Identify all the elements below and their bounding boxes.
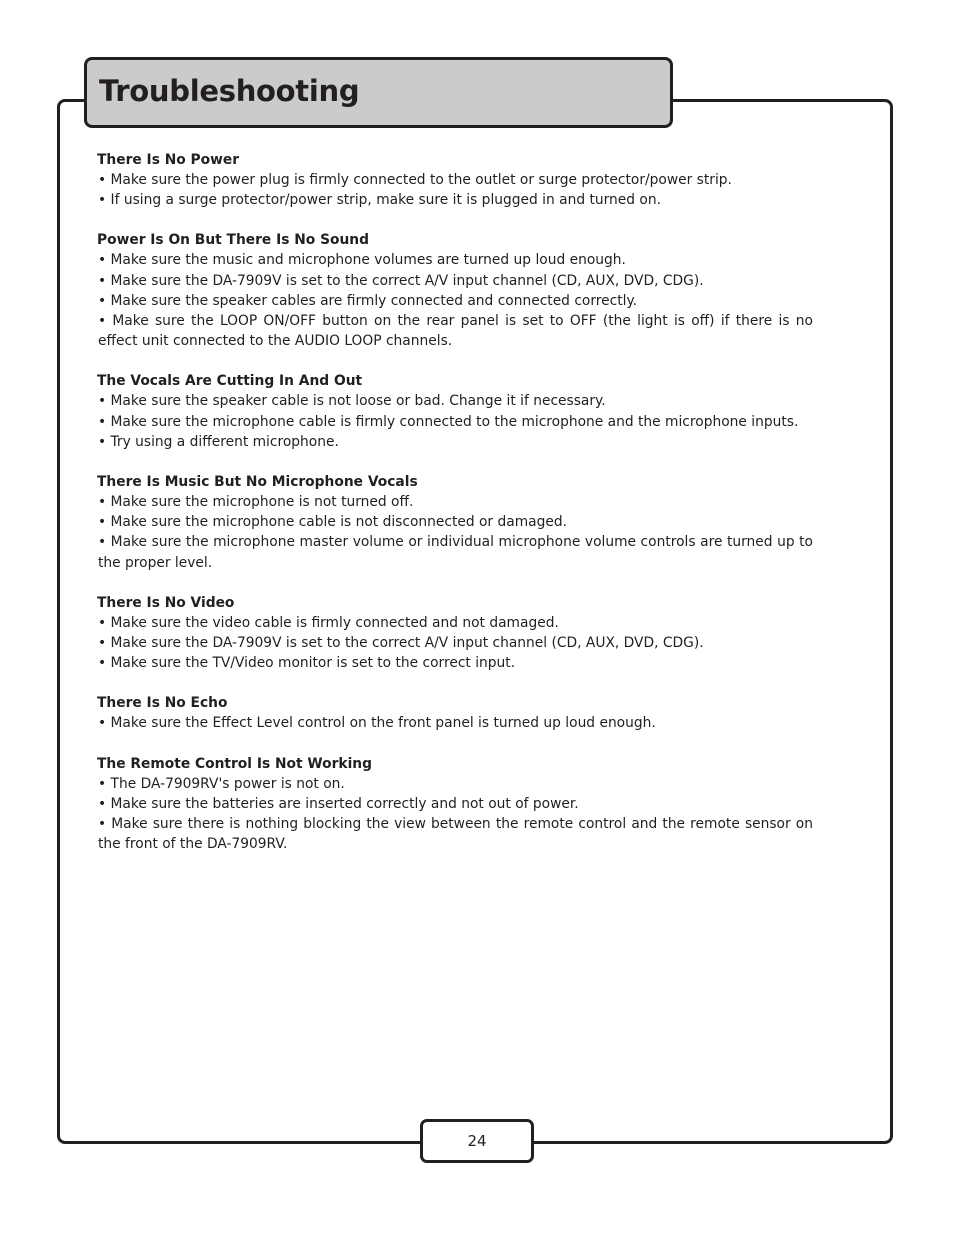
section-no-video bbox=[97, 593, 813, 674]
section-heading: There Is No Echo bbox=[97, 695, 228, 712]
section-no-echo bbox=[97, 693, 813, 733]
section-no-sound bbox=[97, 230, 813, 351]
bullet-item: • Make sure the TV/Video monitor is set to the correct input. bbox=[98, 655, 516, 672]
bullet-item: • Make sure there is nothing blocking the view between the remote control and the remote sensor on the front of the DA-7909RV. bbox=[98, 816, 813, 853]
bullet-item: • Make sure the video cable is firmly connected and not damaged. bbox=[98, 614, 559, 631]
bullet-item: • Make sure the Effect Level control on the front panel is turned up loud enough. bbox=[98, 715, 656, 732]
bullet-item: • If using a surge protector/power strip, make sure it is plugged in and turned on. bbox=[98, 192, 662, 209]
section-heading: The Remote Control Is Not Working bbox=[97, 755, 373, 772]
section-heading: There Is No Power bbox=[97, 152, 240, 168]
section-heading: There Is Music But No Microphone Vocals bbox=[97, 474, 418, 491]
bullet-item: • Make sure the batteries are inserted correctly and not out of power. bbox=[98, 795, 579, 812]
bullet-item: • Make sure the DA-7909V is set to the correct A/V input channel (CD, AUX, DVD, CDG). bbox=[98, 635, 704, 652]
bullet-item: • Make sure the speaker cables are firmly connected and connected correctly. bbox=[98, 292, 638, 309]
page-number-tab bbox=[420, 1119, 534, 1163]
section-no-power bbox=[97, 150, 813, 210]
bullet-item: • Make sure the microphone cable is not disconnected or damaged. bbox=[98, 514, 567, 531]
bullet-item: • The DA-7909RV's power is not on. bbox=[98, 775, 345, 792]
page-number: 24 bbox=[467, 1132, 487, 1150]
section-remote-not-working bbox=[97, 754, 813, 855]
section-no-mic-vocals bbox=[97, 472, 813, 573]
bullet-item: • Make sure the speaker cable is not loose or bad. Change it if necessary. bbox=[98, 393, 606, 410]
bullet-item: • Make sure the music and microphone volumes are turned up loud enough. bbox=[98, 252, 626, 269]
bullet-item: • Make sure the DA-7909V is set to the correct A/V input channel (CD, AUX, DVD, CDG). bbox=[98, 272, 704, 289]
section-heading: There Is No Video bbox=[97, 594, 235, 611]
bullet-item: • Make sure the LOOP ON/OFF button on the rear panel is set to OFF (the light is off) if there is no effect unit connected to the AUDIO LOOP channels. bbox=[98, 313, 813, 350]
bullet-item: • Make sure the microphone is not turned off. bbox=[98, 494, 414, 511]
title-tab bbox=[84, 57, 673, 128]
section-heading: The Vocals Are Cutting In And Out bbox=[97, 373, 363, 390]
page-title: Troubleshooting bbox=[99, 74, 360, 108]
bullet-item: • Try using a different microphone. bbox=[98, 433, 339, 450]
section-vocals-cutting bbox=[97, 371, 813, 452]
section-heading: Power Is On But There Is No Sound bbox=[97, 232, 370, 249]
bullet-item: • Make sure the microphone cable is firmly connected to the microphone and the microphone inputs. bbox=[98, 413, 799, 430]
troubleshooting-content bbox=[97, 150, 813, 874]
bullet-item: • Make sure the power plug is firmly connected to the outlet or surge protector/power strip. bbox=[98, 172, 732, 188]
bullet-item: • Make sure the microphone master volume or individual microphone volume controls are turned up to the proper level. bbox=[98, 534, 813, 571]
